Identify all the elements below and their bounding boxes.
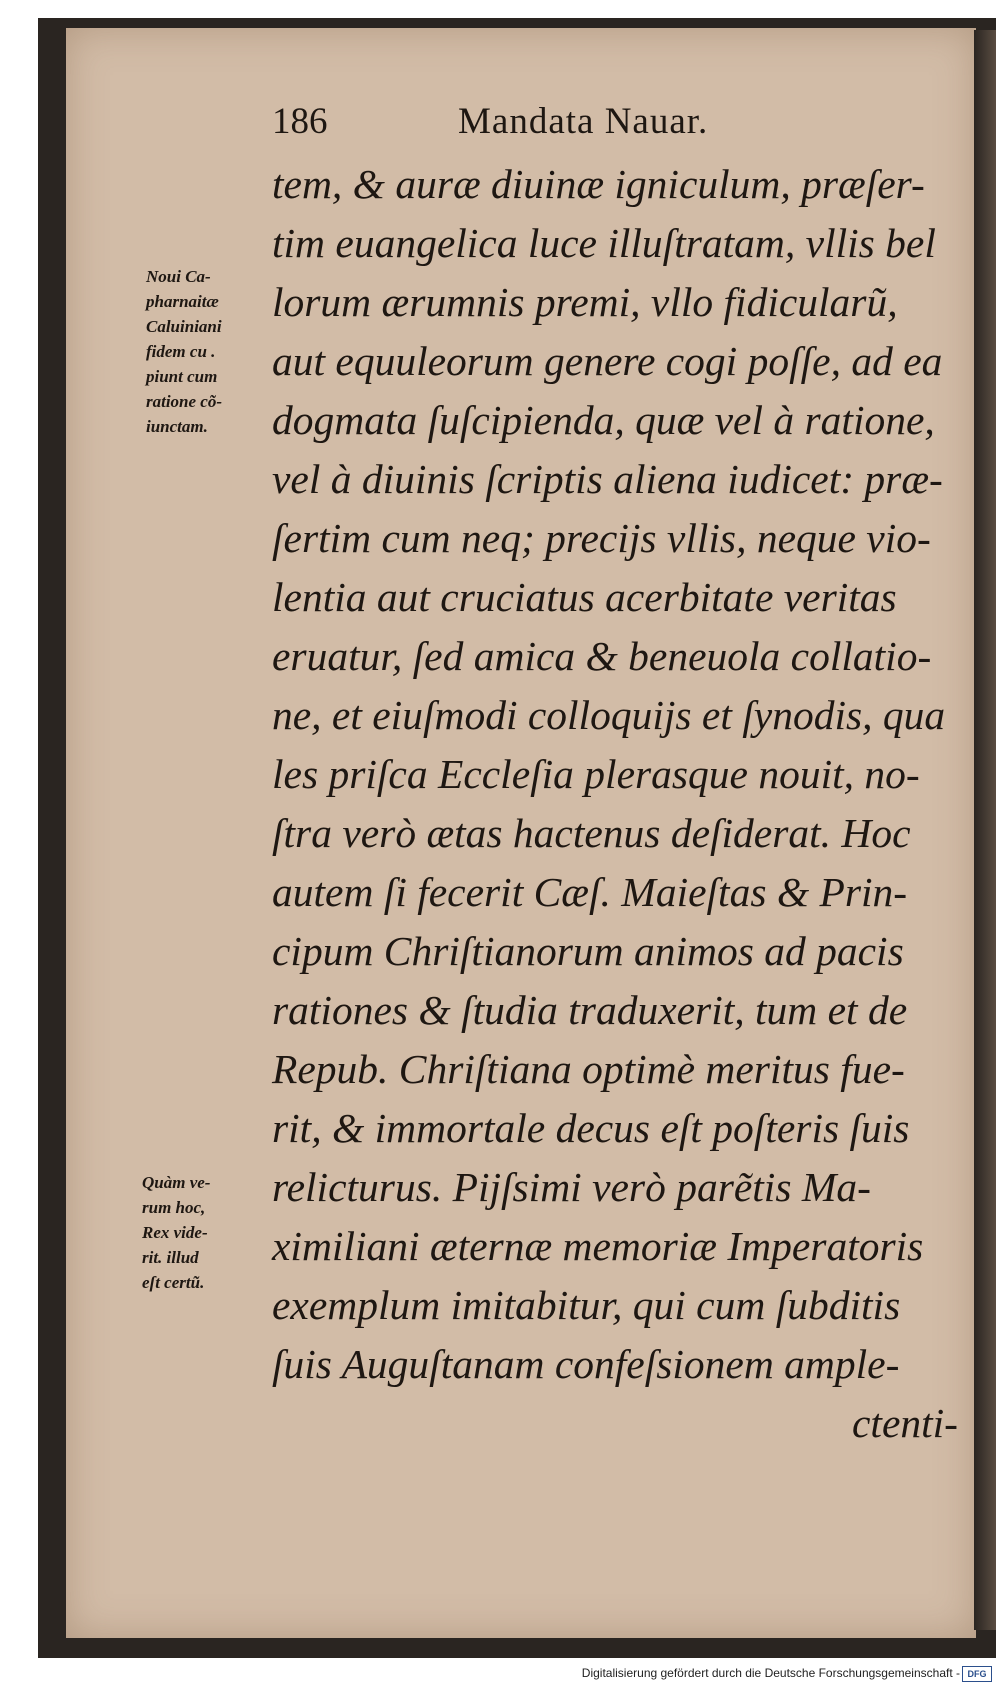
- margin-note-line: piunt cum: [146, 367, 218, 386]
- text-line: ximiliani æternæ memoriæ Imperatoris: [272, 1223, 924, 1269]
- footer-bar: [0, 1664, 1000, 1688]
- text-line: aut equuleorum genere cogi poſſe, ad ea: [272, 338, 943, 384]
- page-header: [272, 100, 812, 150]
- text-line: ne, et eiuſmodi colloquijs et ſynodis, qua: [272, 692, 946, 738]
- margin-note-line: Rex vide-: [142, 1223, 208, 1242]
- text-line: autem ſi fecerit Cæſ. Maieſtas & Prin-: [272, 869, 908, 915]
- text-line: exemplum imitabitur, qui cum ſubditis: [272, 1282, 901, 1328]
- dfg-logo: DFG: [962, 1666, 992, 1682]
- text-line: les priſca Eccleſia plerasque nouit, no-: [272, 751, 920, 797]
- text-line: tem, & auræ diuinæ igniculum, præſer-: [272, 161, 925, 207]
- text-line: relicturus. Pijſsimi verò parẽtis Ma-: [272, 1164, 871, 1210]
- text-line: lorum ærumnis premi, vllo fidicularũ,: [272, 279, 898, 325]
- margin-note-line: fidem cu .: [146, 342, 216, 361]
- margin-note-line: eſt certũ.: [142, 1273, 205, 1292]
- text-line: rationes & ſtudia traduxerit, tum et de: [272, 987, 908, 1033]
- page-number: 186: [272, 101, 328, 142]
- funding-notice: Digitalisierung gefördert durch die Deutsche Forschungsgemeinschaft -: [581, 1666, 960, 1680]
- text-line: cipum Chriſtianorum animos ad pacis: [272, 928, 904, 974]
- text-line: lentia aut cruciatus acerbitate veritas: [272, 574, 897, 620]
- text-line: tim euangelica luce illuſtratam, vllis bel: [272, 220, 936, 266]
- margin-note-line: ratione cõ-: [146, 392, 223, 411]
- margin-note-2: [142, 1170, 252, 1295]
- running-head: Mandata Nauar.: [458, 101, 709, 142]
- text-line: dogmata ſuſcipienda, quæ vel à ratione,: [272, 397, 935, 443]
- text-line: ſertim cum neq; precijs vllis, neque vio-: [272, 515, 931, 561]
- margin-note-line: rit. illud: [142, 1248, 199, 1267]
- margin-note-line: rum hoc,: [142, 1198, 206, 1217]
- text-line: eruatur, ſed amica & beneuola collatio-: [272, 633, 932, 679]
- text-line: vel à diuinis ſcriptis aliena iudicet: præ-: [272, 456, 943, 502]
- page-edge-shadow: [974, 30, 996, 1630]
- text-line: ſtra verò ætas hactenus deſiderat. Hoc: [272, 810, 911, 856]
- margin-note-line: Quàm ve-: [142, 1173, 211, 1192]
- text-line: ſuis Auguſtanam confeſsionem ample-: [272, 1341, 900, 1387]
- catchword: ctenti-: [852, 1400, 958, 1446]
- margin-note-1: [146, 264, 256, 439]
- main-text-block: [272, 155, 962, 1453]
- text-line: Repub. Chriſtiana optimè meritus fue-: [272, 1046, 905, 1092]
- margin-note-line: iunctam.: [146, 417, 208, 436]
- margin-note-line: pharnaitæ: [146, 292, 219, 311]
- margin-note-line: Noui Ca-: [146, 267, 211, 286]
- margin-note-line: Caluiniani: [146, 317, 222, 336]
- text-line: rit, & immortale decus eſt poſteris ſuis: [272, 1105, 910, 1151]
